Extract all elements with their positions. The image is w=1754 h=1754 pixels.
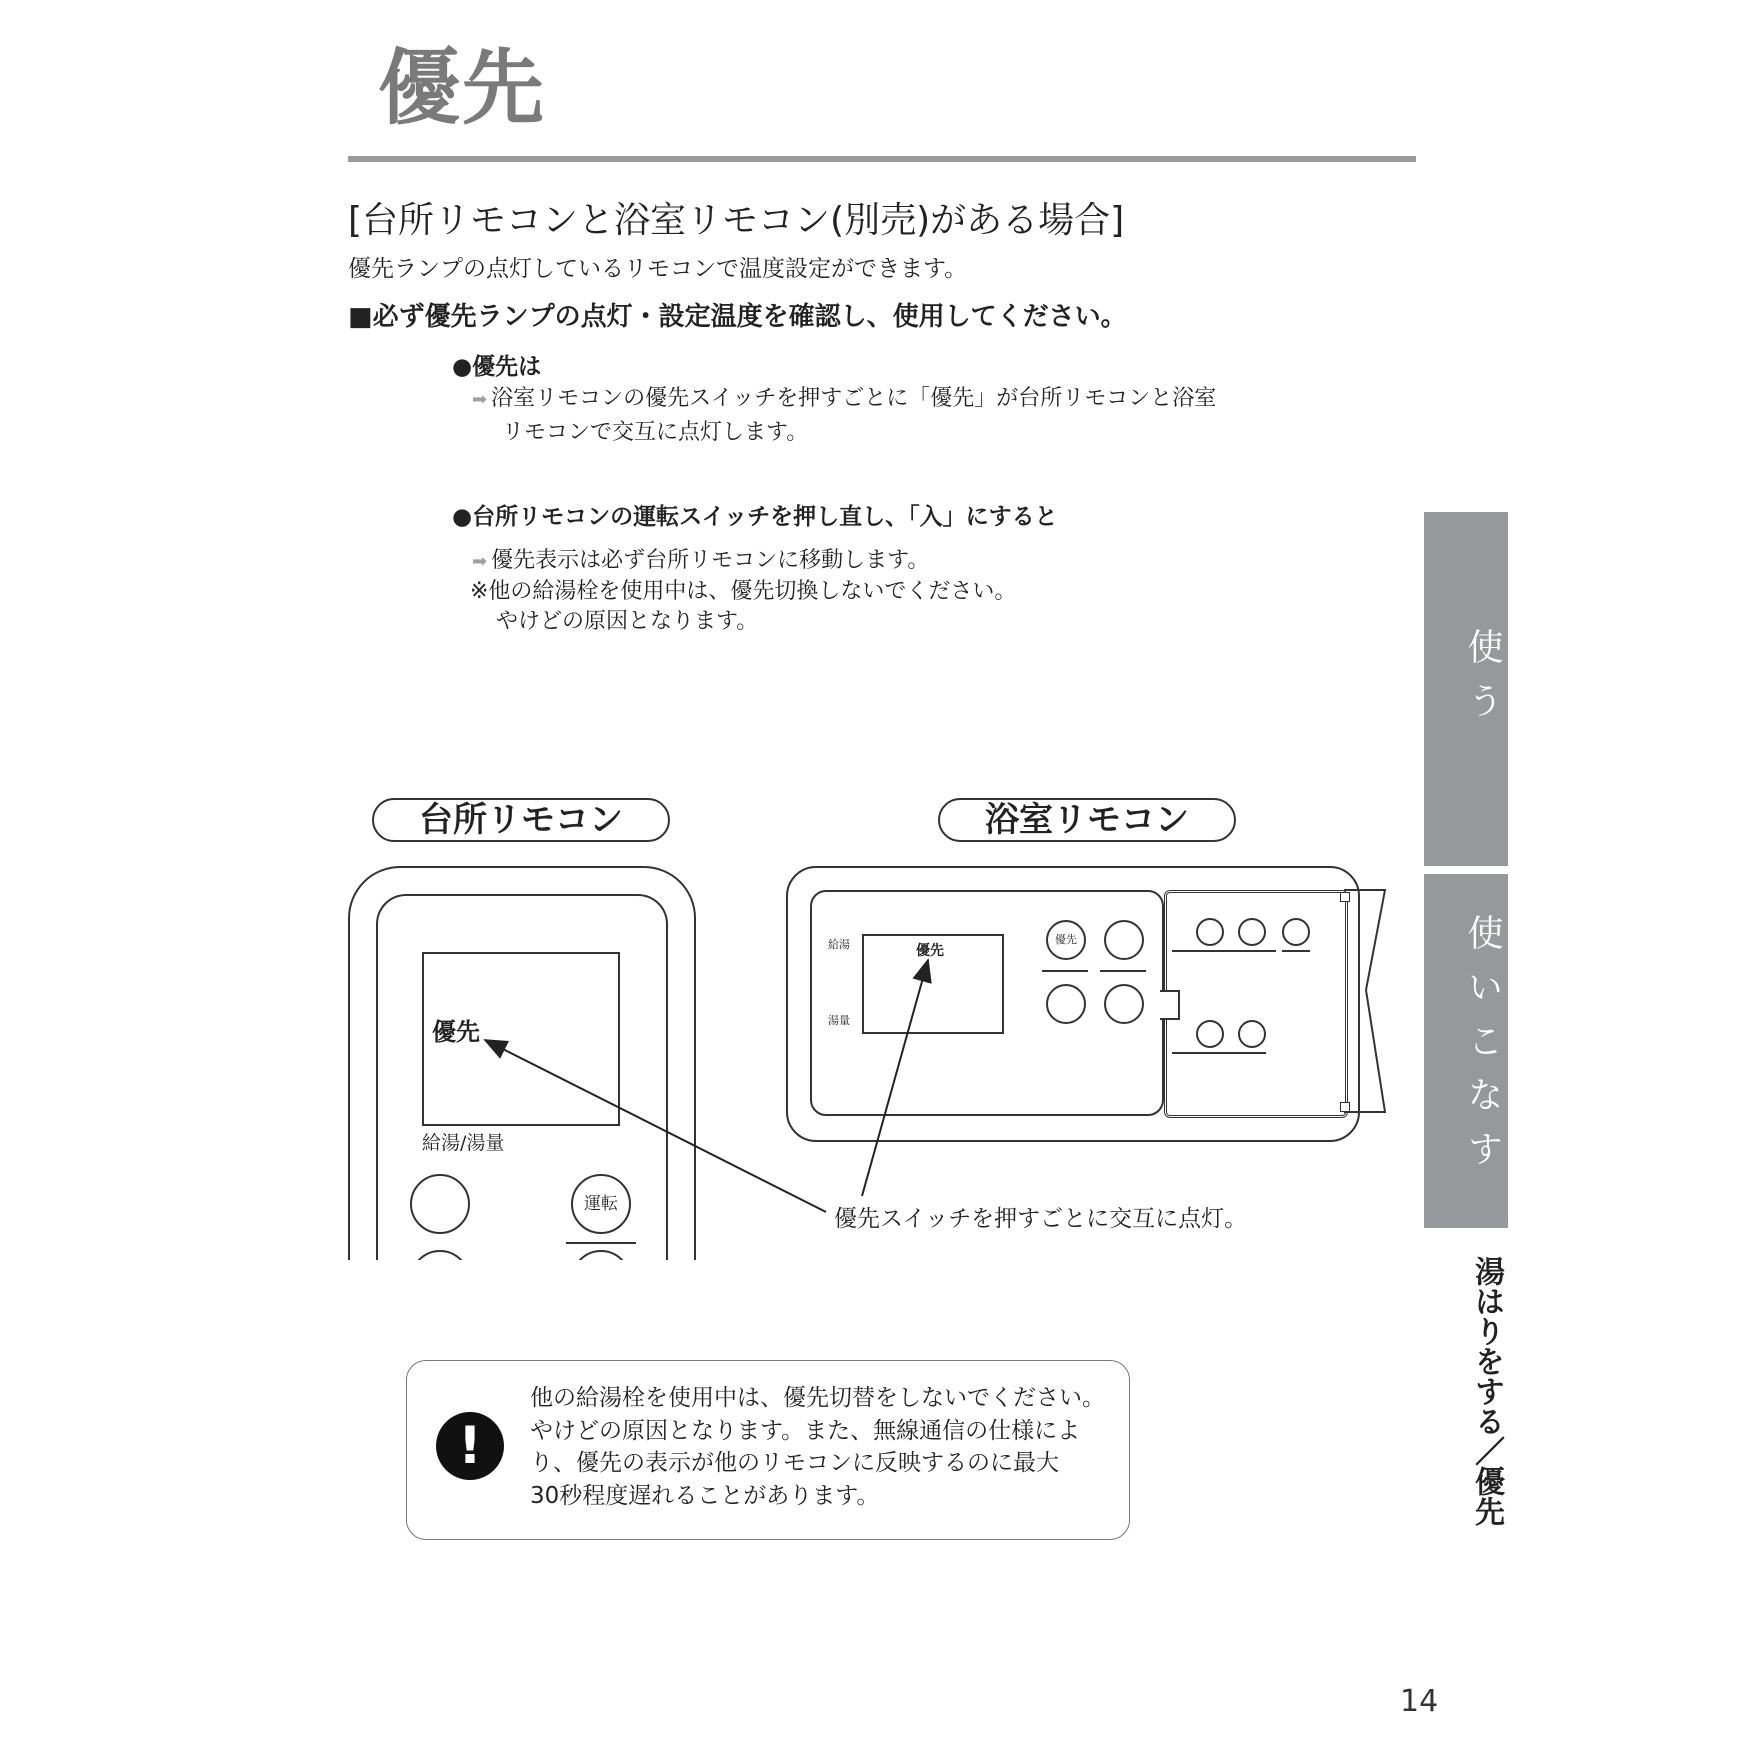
page-number: 14 [1400,1684,1439,1719]
diagram-callout: 優先スイッチを押すごとに交互に点灯。 [834,1206,1248,1232]
bath-priority-indicator: 優先 [916,943,944,959]
bath-label-kyuto: 給湯 [828,938,850,951]
arrow-right-icon: ➡ [472,551,488,572]
side-tab-use[interactable]: 使う [1424,512,1508,866]
section-heading: [台所リモコンと浴室リモコン(別売)がある場合] [348,200,1125,241]
notice-text: ■必ず優先ランプの点灯・設定温度を確認し、使用してください。 [348,302,1127,332]
intro-text: 優先ランプの点灯しているリモコンで温度設定ができます。 [348,256,968,282]
exclamation-icon: ! [436,1412,504,1480]
bath-remote-label: 浴室リモコン [938,798,1236,842]
bath-lid-edge [1344,890,1385,1112]
callout-leader-bath [862,960,928,1196]
caution-text: 他の給湯栓を使用中は、優先切替をしないでください。 やけどの原因となります。また、無線通信の仕様によ り、優先の表示が他のリモコンに反映するのに最大 30秒程度遅れることがあります。 [530,1385,1105,1509]
kitchen-run-button: 運転 [571,1174,631,1234]
point-1-line-2: リモコンで交互に点灯します。 [502,420,809,445]
bath-priority-button: 優先 [1046,920,1086,960]
point-2-warning-2: やけどの原因となります。 [496,609,759,634]
kitchen-remote-label: 台所リモコン [372,798,670,842]
point-2-heading: ●台所リモコンの運転スイッチを押し直し、「入」にすると [452,504,1058,530]
side-tab-master[interactable]: 使いこなす [1424,874,1508,1228]
point-1-heading: ●優先は [452,354,542,380]
callout-leader-kitchen [485,1040,826,1212]
chapter-label: 湯はりをする／優先 [1469,1256,1504,1526]
point-2-warning-1: ※他の給湯栓を使用中は、優先切換しないでください。 [470,579,1017,604]
kitchen-priority-indicator: 優先 [432,1018,480,1046]
arrow-right-icon: ➡ [472,389,488,410]
point-1-line-1: ➡ 浴室リモコンの優先スイッチを押すごとに「優先」が台所リモコンと浴室 [472,386,1217,411]
bath-label-yuryo: 湯量 [828,1014,850,1027]
point-2-line-1: ➡ 優先表示は必ず台所リモコンに移動します。 [472,548,930,573]
page-title: 優先 [378,41,547,136]
kitchen-screen-caption: 給湯/湯量 [422,1132,505,1154]
